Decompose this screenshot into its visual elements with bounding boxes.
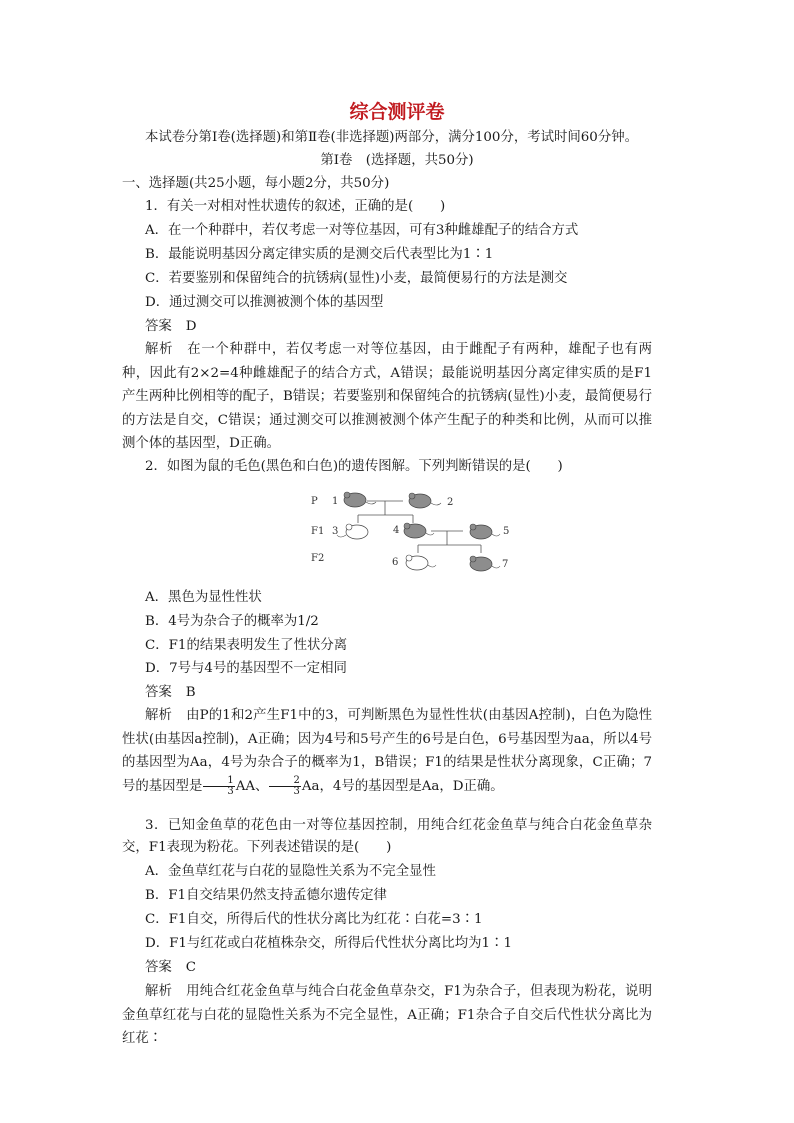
analysis-text: 由P的1和2产生F1中的3，可判断黑色为显性性状(由基因A控制)，白色为隐性性状(由基因a控制)，A正确；因为4号和5号产生的6号是白色，6号基因型为aa，所以4号的基因型为Aa，4号为杂合子的概率为1，B错误；F1的结果是性状分离现象，C正确；7号的基因型是 (122, 708, 653, 794)
q2-option-d: D．7号与4号的基因型不一定相同 (145, 661, 347, 676)
q2-option-c: C．F1的结果表明发生了性状分离 (145, 638, 348, 653)
q2-option-b: B．4号为杂合子的概率为1/2 (145, 614, 319, 629)
analysis-label: 解析 (145, 984, 173, 999)
q2-option-a: A．黑色为显性性状 (145, 590, 262, 605)
mouse-3-white (337, 524, 368, 539)
node-label-1: 1 (332, 496, 339, 507)
gen-label-p: P (311, 496, 318, 507)
q1-option-a: A．在一个种群中，若仅考虑一对等位基因，可有3种雌雄配子的结合方式 (145, 223, 579, 238)
gen-label-f2: F2 (311, 553, 325, 564)
q2-stem: 2．如图为鼠的毛色(黑色和白色)的遗传图解。下列判断错误的是( ) (145, 459, 563, 474)
answer-label: 答案 (145, 319, 172, 334)
q3-option-c: C．F1自交，所得后代的性状分离比为红花∶白花=3∶1 (145, 912, 483, 927)
mouse-2-black (409, 493, 441, 508)
analysis-text: 在一个种群中，若仅考虑一对等位基因，由于雌配子有两种，雄配子也有两种，因此有2×2=4种雌雄配子的结合方式，A错误；最能说明基因分离定律实质的是F1产生两种比例相等的配子，B错误；若要鉴别和保留纯合的抗锈病(显性)小麦，最简便易行的方法是自交，C错误；通过测交可以推测被测个体产生配子的种类和比例，从而可以推测个体的基因型，D正确。 (122, 342, 653, 451)
gen-label-f1: F1 (311, 526, 325, 537)
mouse-1-black (344, 492, 376, 507)
q1-option-c: C．若要鉴别和保留纯合的抗锈病(显性)小麦，最简便易行的方法是测交 (145, 271, 568, 286)
mouse-6-white (406, 555, 436, 570)
q1-analysis (122, 338, 652, 456)
mouse-4-black (404, 523, 434, 538)
section-heading: 一、选择题(共25小题，每小题2分，共50分) (122, 176, 390, 191)
page-title: 综合测评卷 (349, 101, 445, 123)
answer-value: C (185, 960, 197, 975)
mouse-5-black (470, 524, 500, 539)
node-label-6: 6 (392, 557, 399, 568)
answer-value: B (185, 685, 196, 700)
answer-value: D (185, 319, 197, 334)
analysis-tail: Aa，4号的基因型是Aa，D正确。 (301, 778, 504, 794)
analysis-label: 解析 (145, 342, 174, 357)
intro-text: 本试卷分第Ⅰ卷(选择题)和第Ⅱ卷(非选择题)两部分，满分100分，考试时间60分钟。 (145, 130, 638, 145)
genotype-aa: AA、 (235, 778, 269, 794)
pedigree-figure (303, 487, 518, 582)
answer-label: 答案 (145, 685, 172, 700)
q3-option-d: D．F1与红花或白花植株杂交，所得后代性状分离比均为1∶1 (145, 936, 512, 951)
node-label-4: 4 (393, 525, 400, 536)
node-label-3: 3 (332, 526, 339, 537)
fraction-two-thirds: $\frac{2}{3}$ (269, 776, 300, 797)
q3-analysis (122, 980, 652, 1051)
q3-stem: 3．已知金鱼草的花色由一对等位基因控制，用纯合红花金鱼草与纯合白花金鱼草杂交，F1表现为粉花。下列表述错误的是( ) (122, 818, 652, 855)
q3-option-a: A．金鱼草红花与白花的显隐性关系为不完全显性 (145, 864, 436, 879)
q1-answer (145, 317, 650, 337)
node-label-5: 5 (503, 526, 510, 537)
part-heading: 第Ⅰ卷 (选择题，共50分) (320, 153, 474, 168)
q1-option-b: B．最能说明基因分离定律实质的是测交后代表型比为1∶1 (145, 247, 494, 262)
q2-answer (145, 683, 650, 703)
node-label-2: 2 (447, 497, 454, 508)
node-label-7: 7 (502, 559, 509, 570)
q1-stem: 1．有关一对相对性状遗传的叙述，正确的是( ) (145, 199, 446, 214)
mouse-7-black (470, 556, 500, 571)
fraction-one-third: $\frac{1}{3}$ (203, 776, 234, 797)
analysis-label: 解析 (145, 708, 173, 723)
q1-option-d: D．通过测交可以推测被测个体的基因型 (145, 295, 384, 310)
q2-analysis (122, 704, 652, 798)
answer-label: 答案 (145, 960, 172, 975)
q3-answer (145, 958, 650, 978)
q3-option-b: B．F1自交结果仍然支持孟德尔遗传定律 (145, 888, 387, 903)
analysis-text: 用纯合红花金鱼草与纯合白花金鱼草杂交，F1为杂合子，但表现为粉花，说明金鱼草红花与白花的显隐性关系为不完全显性，A正确；F1杂合子自交后代性状分离比为红花∶ (122, 984, 652, 1046)
